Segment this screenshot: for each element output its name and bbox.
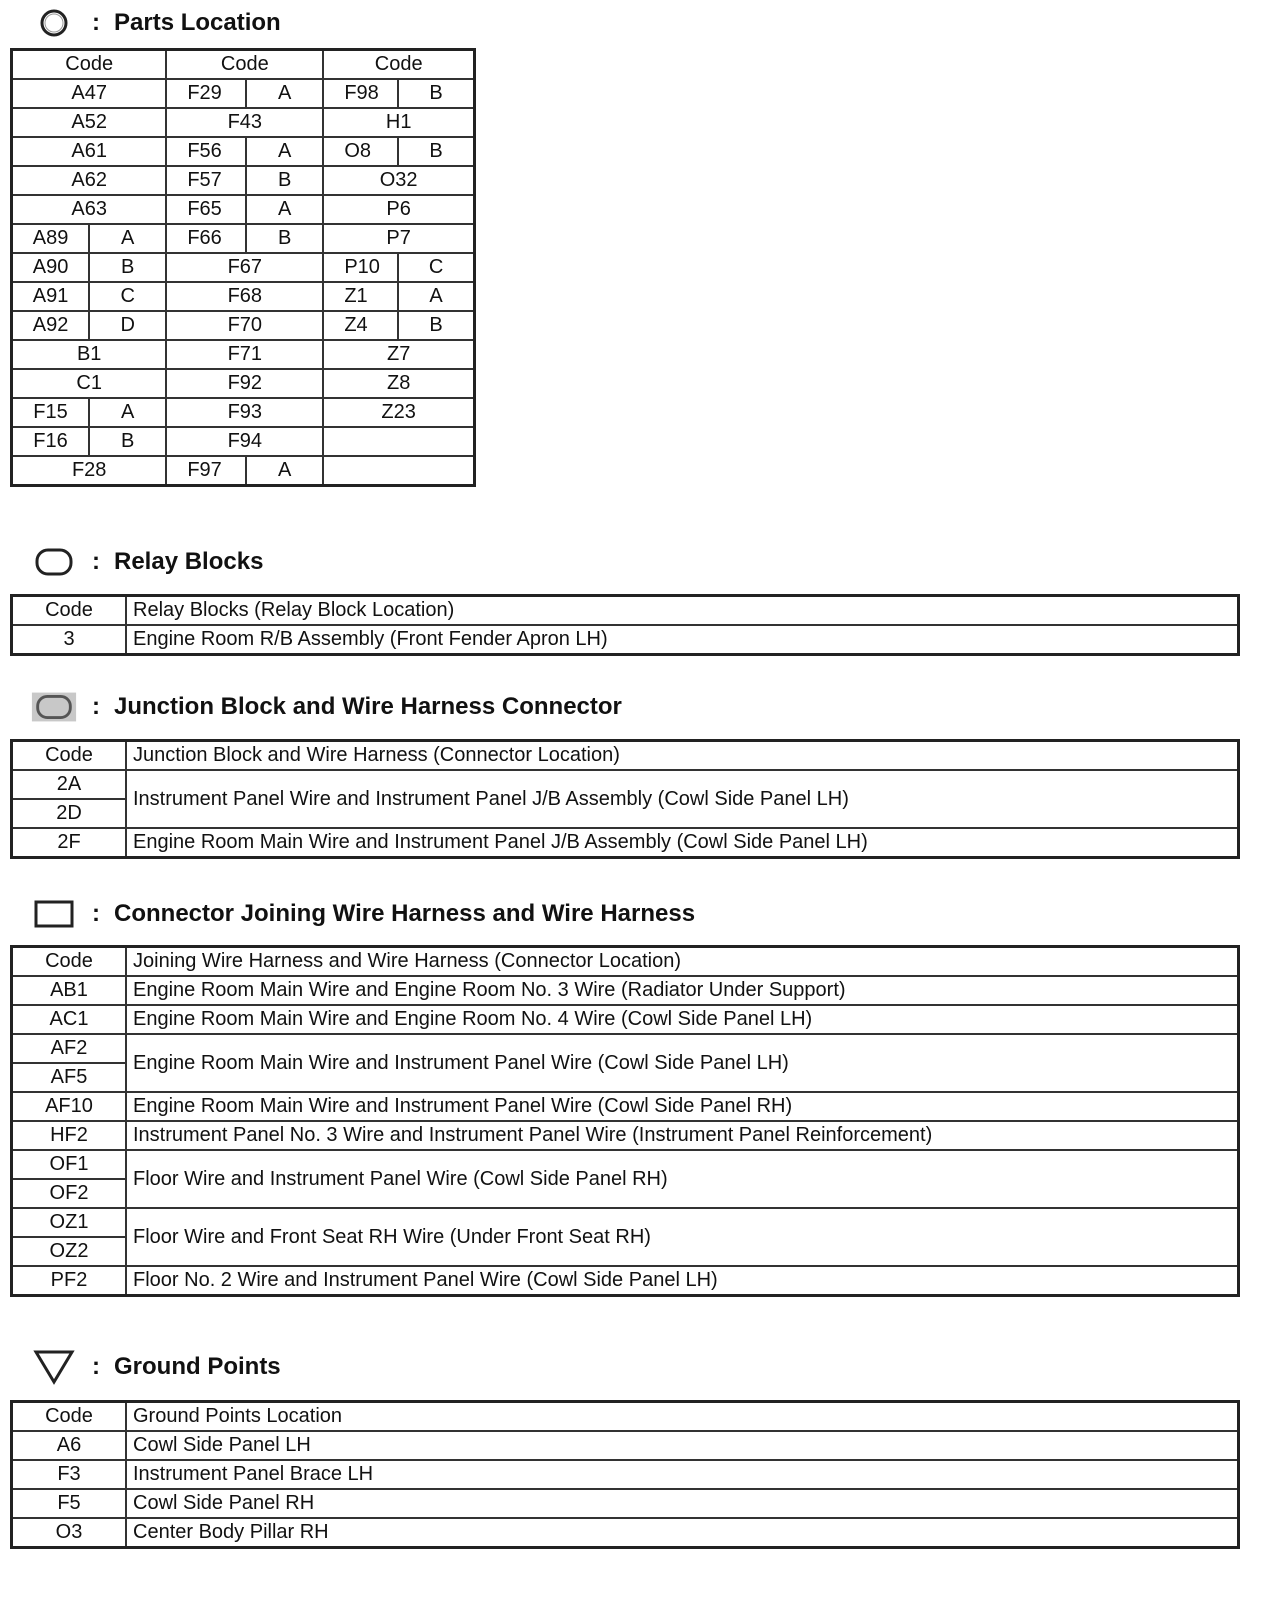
header-cell: Code [12,50,167,80]
table-row [12,1092,1239,1121]
code-cell: P6 [323,195,474,224]
table-row [12,770,1239,799]
table-row [12,166,475,195]
code-cell: OZ1 [12,1208,127,1237]
description-cell: Engine Room Main Wire and Instrument Panel J/B Assembly (Cowl Side Panel LH) [126,828,1239,858]
code-cell: OF2 [12,1179,127,1208]
header-cell: Code [166,50,323,80]
variant-cell: A [89,224,166,253]
table-row [12,369,475,398]
table-row [12,1489,1239,1518]
code-cell: F3 [12,1460,127,1489]
variant-cell: B [398,79,474,108]
variant-cell: C [398,253,474,282]
code-cell: 2A [12,770,127,799]
variant-cell: A [246,79,323,108]
header-code-cell: Code [12,1402,127,1432]
code-cell: F57 [166,166,246,195]
code-cell: A61 [12,137,167,166]
description-cell: Center Body Pillar RH [126,1518,1239,1548]
header-desc-cell: Junction Block and Wire Harness (Connector Location) [126,741,1239,771]
code-cell: O8 [323,137,398,166]
code-cell: F56 [166,137,246,166]
code-cell: F70 [166,311,323,340]
code-cell: F16 [12,427,90,456]
code-cell: A92 [12,311,90,340]
colon: : [92,1353,100,1380]
colon: : [92,9,100,36]
table-row [12,625,1239,655]
code-cell: A47 [12,79,167,108]
code-cell: A62 [12,166,167,195]
parts-location-header [30,6,281,40]
code-cell: Z4 [323,311,398,340]
code-cell: Z1 [323,282,398,311]
description-cell: Instrument Panel Brace LH [126,1460,1239,1489]
code-cell: AC1 [12,1005,127,1034]
code-cell: F65 [166,195,246,224]
table-header-row [12,947,1239,977]
variant-cell: D [89,311,166,340]
triangle-down-icon [30,1350,78,1384]
table-header-row [12,741,1239,771]
code-cell: F43 [166,108,323,137]
code-cell: C1 [12,369,167,398]
table-header-row [12,1402,1239,1432]
table-row [12,427,475,456]
variant-cell: A [398,282,474,311]
table-row [12,137,475,166]
circle-icon [30,6,78,40]
table-header-row [12,50,475,80]
table-row [12,456,475,486]
relay-blocks-header [30,545,263,579]
variant-cell: A [246,456,323,486]
description-cell: Floor Wire and Front Seat RH Wire (Under Front Seat RH) [126,1208,1239,1266]
description-cell: Cowl Side Panel LH [126,1431,1239,1460]
code-cell: F93 [166,398,323,427]
table-row [12,224,475,253]
header-desc-cell: Relay Blocks (Relay Block Location) [126,596,1239,626]
code-cell: HF2 [12,1121,127,1150]
colon: : [92,900,100,927]
variant-cell: B [398,137,474,166]
ground-points-table [10,1400,1240,1549]
code-cell: A89 [12,224,90,253]
code-cell: F67 [166,253,323,282]
section-title: Parts Location [114,9,281,36]
code-cell: AB1 [12,976,127,1005]
code-cell: A52 [12,108,167,137]
code-cell: O32 [323,166,474,195]
code-cell: AF2 [12,1034,127,1063]
variant-cell: A [246,195,323,224]
table-row [12,398,475,427]
table-row [12,340,475,369]
code-cell: F66 [166,224,246,253]
code-cell: F97 [166,456,246,486]
code-cell: OZ2 [12,1237,127,1266]
code-cell: F5 [12,1489,127,1518]
description-cell: Engine Room Main Wire and Instrument Panel Wire (Cowl Side Panel LH) [126,1034,1239,1092]
header-code-cell: Code [12,741,127,771]
code-cell: F15 [12,398,90,427]
code-cell [323,456,474,486]
table-row [12,1460,1239,1489]
code-cell: F94 [166,427,323,456]
table-row [12,253,475,282]
header-desc-cell: Joining Wire Harness and Wire Harness (Connector Location) [126,947,1239,977]
table-row [12,1121,1239,1150]
parts-location-table [10,48,476,487]
code-cell [323,427,474,456]
description-cell: Engine Room R/B Assembly (Front Fender Apron LH) [126,625,1239,655]
variant-cell: A [89,398,166,427]
code-cell: AF10 [12,1092,127,1121]
description-cell: Floor No. 2 Wire and Instrument Panel Wire (Cowl Side Panel LH) [126,1266,1239,1296]
shaded-rounded-rectangle-icon [30,690,78,724]
table-row [12,976,1239,1005]
junction-block-table [10,739,1240,859]
code-cell: F28 [12,456,167,486]
code-cell: P7 [323,224,474,253]
code-cell: 2D [12,799,127,828]
header-desc-cell: Ground Points Location [126,1402,1239,1432]
code-cell: 3 [12,625,127,655]
table-row [12,1150,1239,1179]
code-cell: PF2 [12,1266,127,1296]
description-cell: Instrument Panel No. 3 Wire and Instrument Panel Wire (Instrument Panel Reinforcement) [126,1121,1239,1150]
table-row [12,1005,1239,1034]
description-cell: Instrument Panel Wire and Instrument Panel J/B Assembly (Cowl Side Panel LH) [126,770,1239,828]
code-cell: A6 [12,1431,127,1460]
variant-cell: C [89,282,166,311]
description-cell: Floor Wire and Instrument Panel Wire (Cowl Side Panel RH) [126,1150,1239,1208]
table-row [12,311,475,340]
section-title: Relay Blocks [114,548,264,575]
description-cell: Engine Room Main Wire and Engine Room No. 4 Wire (Cowl Side Panel LH) [126,1005,1239,1034]
code-cell: 2F [12,828,127,858]
description-cell: Cowl Side Panel RH [126,1489,1239,1518]
code-cell: A63 [12,195,167,224]
code-cell: Z7 [323,340,474,369]
code-cell: B1 [12,340,167,369]
code-cell: A90 [12,253,90,282]
junction-block-header [30,690,622,724]
table-row [12,1208,1239,1237]
rounded-rectangle-icon [30,545,78,579]
table-row [12,108,475,137]
code-cell: O3 [12,1518,127,1548]
connector-joining-header [30,897,695,931]
code-cell: H1 [323,108,474,137]
table-row [12,195,475,224]
table-row [12,828,1239,858]
code-cell: F98 [323,79,398,108]
description-cell: Engine Room Main Wire and Instrument Panel Wire (Cowl Side Panel RH) [126,1092,1239,1121]
header-code-cell: Code [12,947,127,977]
section-title: Junction Block and Wire Harness Connector [114,693,622,720]
section-title: Ground Points [114,1353,281,1380]
variant-cell: B [246,166,323,195]
variant-cell: B [246,224,323,253]
connector-joining-table [10,945,1240,1297]
variant-cell: A [246,137,323,166]
code-cell: A91 [12,282,90,311]
header-cell: Code [323,50,474,80]
code-cell: P10 [323,253,398,282]
table-header-row [12,596,1239,626]
relay-blocks-table [10,594,1240,656]
code-cell: F92 [166,369,323,398]
table-row [12,1518,1239,1548]
code-cell: F71 [166,340,323,369]
table-row [12,79,475,108]
table-row [12,282,475,311]
description-cell: Engine Room Main Wire and Engine Room No. 3 Wire (Radiator Under Support) [126,976,1239,1005]
ground-points-header [30,1350,281,1384]
variant-cell: B [398,311,474,340]
rectangle-icon [30,897,78,931]
variant-cell: B [89,253,166,282]
variant-cell: B [89,427,166,456]
table-row [12,1431,1239,1460]
section-title: Connector Joining Wire Harness and Wire Harness [114,900,696,927]
header-code-cell: Code [12,596,127,626]
table-row [12,1266,1239,1296]
colon: : [92,693,100,720]
table-row [12,1034,1239,1063]
code-cell: AF5 [12,1063,127,1092]
code-cell: F68 [166,282,323,311]
code-cell: Z23 [323,398,474,427]
colon: : [92,548,100,575]
code-cell: Z8 [323,369,474,398]
code-cell: OF1 [12,1150,127,1179]
code-cell: F29 [166,79,246,108]
